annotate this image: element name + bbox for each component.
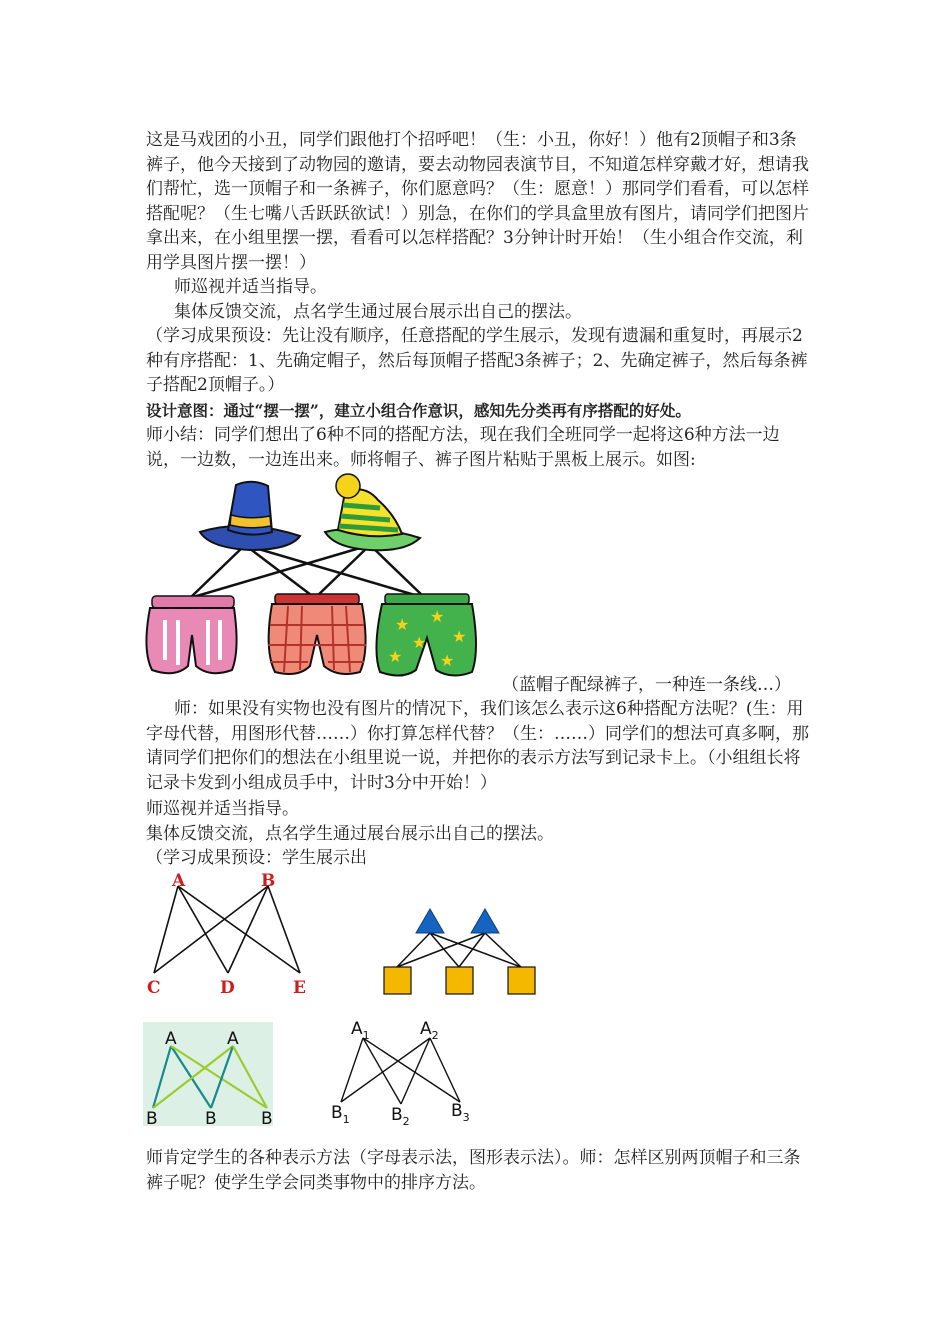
label-a1: A [165,1029,177,1049]
label-c: C [147,978,161,998]
green-star-shorts-icon [376,594,476,676]
green-striped-hat-icon [325,474,420,550]
letter-diagram-abcde [140,868,320,998]
hats-pants-illustration [140,470,490,690]
label-b-sub2: $B_2$ [391,1105,410,1128]
label-d: D [220,978,235,998]
red-plaid-shorts-icon [268,594,366,674]
paragraph-feedback: 集体反馈交流，点名学生通过展台展示出自己的摆法。 [174,302,582,322]
label-b-sub1: $B_1$ [331,1103,350,1126]
triangle-icon [416,909,444,933]
paragraph-expected-results: （学习成果预设：先让没有顺序，任意搭配的学生展示，发现有遗漏和重复时，再展示2种有序搭配：1、先确定帽子，然后每顶帽子搭配3条裤子；2、先确定裤子，然后每条裤子搭配2顶帽子。） [146,326,808,396]
paragraph-intro: 这是马戏团的小丑，同学们跟他打个招呼吧！（生：小丑，你好！）他有2顶帽子和3条裤子，他今天接到了动物园的邀请，要去动物园表演节目，不知道怎样穿戴才好，想请我们帮忙，选一顶帽子和一条裤子，你们愿意吗？（生：愿意！）那同学们看看，可以怎样搭配呢？（生七嘴八舌跃跃欲试！）别急，在你们的学具盒里放有图片，请同学们把图片拿出来，在小组里摆一摆，看看可以怎样搭配？3分钟计时开始！（生小组合作交流，利用学具图片摆一摆！） [146,130,809,273]
svg-text:★: ★ [452,627,467,646]
paragraph-design-intent: 设计意图：通过“摆一摆”，建立小组合作意识，感知先分类再有序搭配的好处。 [146,401,691,420]
connection-lines [190,545,425,598]
label-a-sub1: $A_1$ [351,1019,370,1042]
label-b2: B [205,1109,217,1129]
square-icon [508,967,535,994]
label-a2: A [227,1029,239,1049]
svg-text:★: ★ [412,633,427,652]
label-b: B [261,871,276,891]
label-e: E [293,978,306,998]
square-icon [446,967,473,994]
svg-text:★: ★ [395,615,410,634]
letter-diagram-teal [143,1022,273,1129]
svg-text:★: ★ [430,607,445,626]
triangle-icon [471,909,499,933]
paragraph-feedback-2: 集体反馈交流，点名学生通过展台展示出自己的摆法。 [146,824,554,844]
shape-diagram [380,905,540,1000]
svg-text:★: ★ [440,651,455,670]
label-a-sub2: $A_2$ [420,1019,439,1042]
label-b-sub3: $B_3$ [451,1101,470,1124]
paragraph-conclusion: 师肯定学生的各种表示方法（字母表示法，图形表示法）。师：怎样区别两顶帽子和三条裤子呢？使学生学会同类事物中的排序方法。 [146,1148,801,1193]
svg-text:★: ★ [388,647,403,666]
label-b1: B [146,1109,158,1129]
square-icon [384,967,411,994]
blue-top-hat-icon [200,482,300,550]
paragraph-summary: 师小结：同学们想出了6种不同的搭配方法，现在我们全班同学一起将这6种方法一边说，一边数，一边连出来。师将帽子、裤子图片粘贴于黑板上展示。如图: [146,425,780,470]
illustration-caption: （蓝帽子配绿裤子，一种连一条线…） [502,675,791,695]
pink-shorts-icon [146,596,236,673]
paragraph-expected-results-2: （学习成果预设：学生展示出 [146,848,367,868]
paragraph-teacher-guides: 师巡视并适当指导。 [174,277,327,297]
paragraph-question: 师：如果没有实物也没有图片的情况下，我们该怎么表示这6种搭配方法呢？(生：用字母代替，用图形代替……）你打算怎样代替？（生：……）同学们的想法可真多啊，那请同学们把你们的想法在小组里说一说，并把你的表示方法写到记录卡上。（小组组长将记录卡发到小组成员手中，计时3分中开始！） [146,699,809,793]
paragraph-teacher-guides-2: 师巡视并适当指导。 [146,799,299,819]
label-b3: B [261,1109,273,1129]
label-a: A [172,871,186,891]
letter-diagram-subscript [325,1016,485,1128]
